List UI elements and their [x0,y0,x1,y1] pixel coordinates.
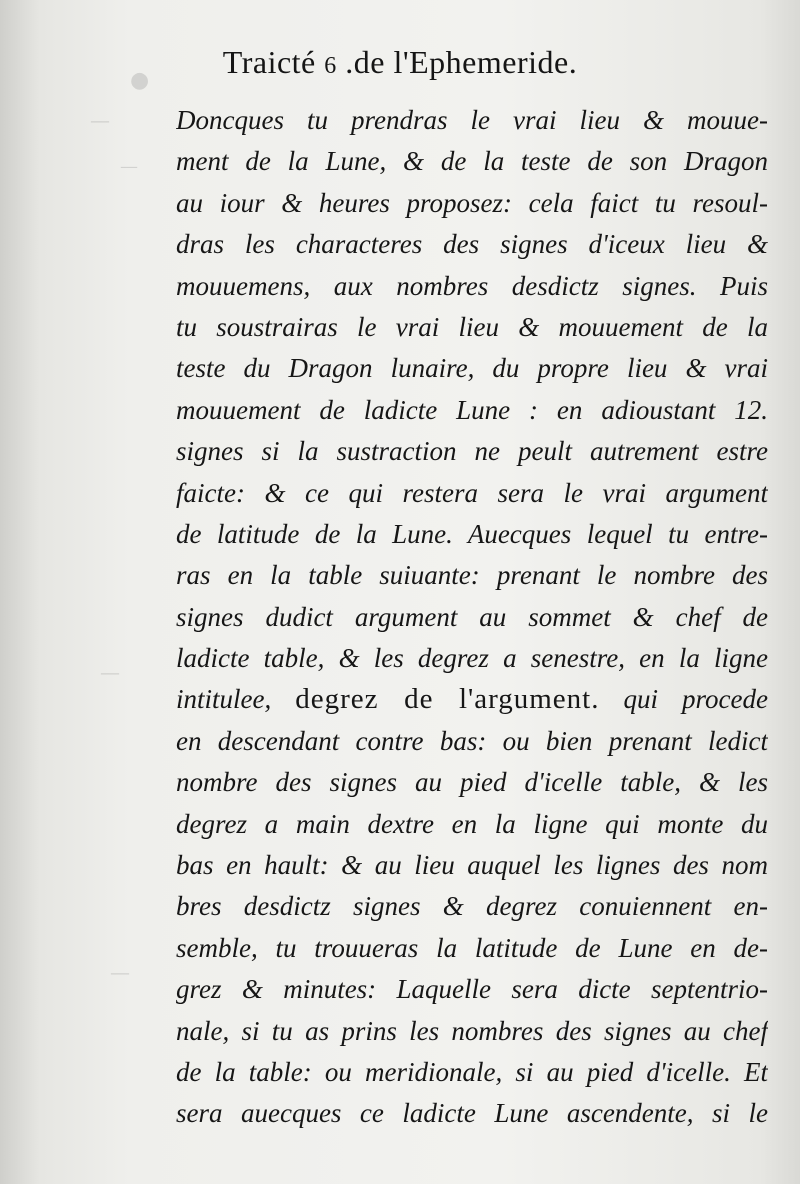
text-line: dras les characteres des signes d'iceux lieu & [176,229,768,260]
text-italic-segment: qui procede [623,684,768,715]
text-line: au iour & heures proposez: cela faict tu resoul- [176,187,768,218]
text-line: nombre des signes au pied d'icelle table, & les [176,767,768,798]
text-line-mixed [176,679,768,720]
header-title-start: Traicté [222,44,316,80]
text-line: mouuement de ladicte Lune : en adioustant 12. [176,394,768,425]
text-line: bas en hault: & au lieu auquel les lignes des nom [176,850,768,881]
text-line: degrez a main dextre en la ligne qui monte du [176,808,768,839]
text-line: bres desdictz signes & degrez conuiennent en- [176,891,768,922]
show-through-marks: ● — — — — [90,68,150,984]
header-treatise-number: 6 [324,53,337,79]
text-line: Doncques tu prendras le vrai lieu & mouue- [176,105,768,135]
text-line: faicte: & ce qui restera sera le vrai argument [176,477,768,508]
text-line: mouuemens, aux nombres desdictz signes. Puis [176,270,768,301]
text-line: grez & minutes: Laquelle sera dicte septentrio- [176,974,768,1005]
text-line: teste du Dragon lunaire, du propre lieu & vrai [176,353,768,384]
text-line: semble, tu trouueras la latitude de Lune en de- [176,932,768,963]
text-line: sera auecques ce ladicte Lune ascendente, si le [176,1098,768,1129]
text-line: de la table: ou meridionale, si au pied d'icelle. Et [176,1056,768,1087]
text-line: en descendant contre bas: ou bien prenant ledict [176,725,768,756]
text-italic-segment: intitulee, [176,684,272,715]
text-roman-segment: degrez de l'argument. [295,683,600,716]
text-line: nale, si tu as prins les nombres des signes au chef [176,1015,768,1046]
running-header [0,44,800,81]
text-line: ras en la table suiuante: prenant le nombre des [176,560,768,591]
body-text [176,100,768,1135]
text-line: ladicte table, & les degrez a senestre, en la ligne [176,643,768,674]
text-line: signes dudict argument au sommet & chef de [176,601,768,632]
text-line: de latitude de la Lune. Auecques lequel tu entre- [176,518,768,549]
text-line: signes si la sustraction ne peult autrement estre [176,436,768,467]
header-title-end: .de l'Ephemeride. [345,44,578,80]
text-line: ment de la Lune, & de la teste de son Dragon [176,146,768,177]
text-line: tu soustrairas le vrai lieu & mouuement de la [176,311,768,342]
